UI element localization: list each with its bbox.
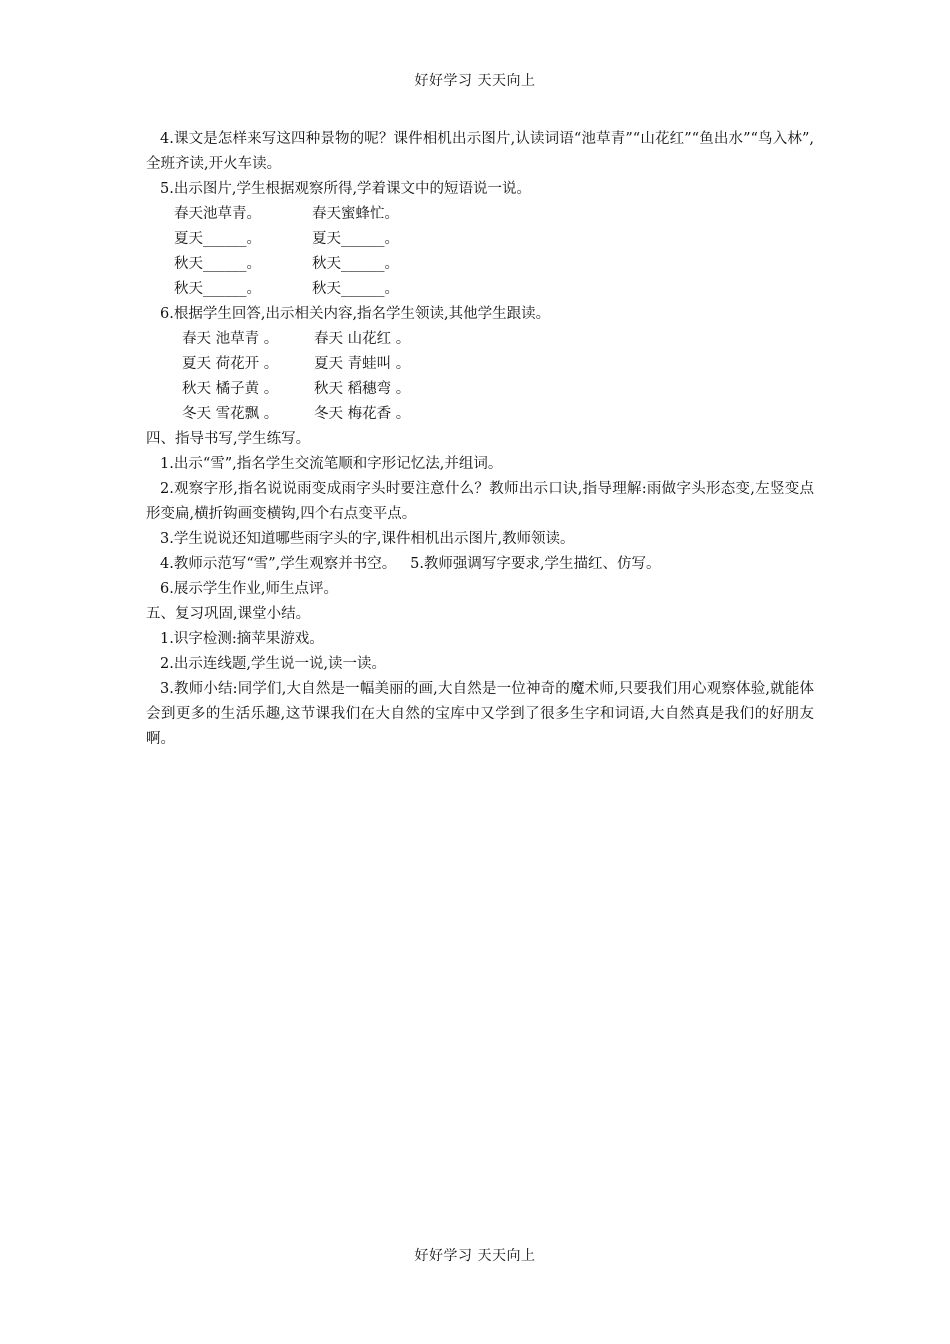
grid-cell: 春天 山花红 。 xyxy=(314,331,411,347)
paragraph: 6.展示学生作业,师生点评。 xyxy=(160,581,338,597)
paragraph: 2.出示连线题,学生说一说,读一读。 xyxy=(160,656,387,672)
fill-blank-grid xyxy=(146,202,814,302)
grid-cell: 秋天______。 xyxy=(312,281,399,297)
paragraph: 1.识字检测:摘苹果游戏。 xyxy=(160,631,324,647)
grid-cell: 秋天______。 xyxy=(174,256,261,272)
paragraph: 3.学生说说还知道哪些雨字头的字,课件相机出示图片,教师领读。 xyxy=(160,531,575,547)
paragraph-6: 6.根据学生回答,出示相关内容,指名学生领读,其他学生跟读。 xyxy=(160,306,551,322)
grid-cell: 夏天______。 xyxy=(312,231,399,247)
page-header: 好好学习 天天向上 xyxy=(414,73,536,89)
document-body xyxy=(146,127,814,752)
paragraph-5: 5.出示图片,学生根据观察所得,学着课文中的短语说一说。 xyxy=(160,181,532,197)
phrase-grid xyxy=(146,327,814,427)
grid-cell: 秋天 橘子黄 。 xyxy=(182,381,279,397)
grid-cell: 春天蜜蜂忙。 xyxy=(312,206,399,222)
section-heading-5: 五、复习巩固,课堂小结。 xyxy=(146,606,311,622)
grid-cell: 夏天 荷花开 。 xyxy=(182,356,279,372)
section-heading-4: 四、指导书写,学生练写。 xyxy=(146,431,311,447)
grid-cell: 秋天______。 xyxy=(312,256,399,272)
grid-cell: 冬天 梅花香 。 xyxy=(314,406,411,422)
grid-cell: 春天池草青。 xyxy=(174,206,261,222)
paragraph: 4.教师示范写“雪”,学生观察并书空。 5.教师强调写字要求,学生描红、仿写。 xyxy=(160,556,661,572)
grid-cell: 夏天 青蛙叫 。 xyxy=(314,356,411,372)
paragraph-summary: 3.教师小结:同学们,大自然是一幅美丽的画,大自然是一位神奇的魔术师,只要我们用心观察体验,就能体会到更多的生活乐趣,这节课我们在大自然的宝库中又学到了很多生字和词语,大自然真是我们的好朋友啊。 xyxy=(146,681,814,747)
paragraph: 1.出示“雪”,指名学生交流笔顺和字形记忆法,并组词。 xyxy=(160,456,503,472)
grid-cell: 夏天______。 xyxy=(174,231,261,247)
grid-cell: 春天 池草青 。 xyxy=(182,331,279,347)
paragraph: 2.观察字形,指名说说雨变成雨字头时要注意什么？教师出示口诀,指导理解:雨做字头形态变,左竖变点形变扁,横折钩画变横钩,四个右点变平点。 xyxy=(146,481,814,522)
grid-cell: 秋天 稻穗弯 。 xyxy=(314,381,411,397)
grid-cell: 冬天 雪花飘 。 xyxy=(182,406,279,422)
page-footer: 好好学习 天天向上 xyxy=(414,1248,536,1264)
grid-cell: 秋天______。 xyxy=(174,281,261,297)
paragraph-4: 4.课文是怎样来写这四种景物的呢？课件相机出示图片,认读词语“池草青”“山花红”“鱼出水”“鸟入林”,全班齐读,开火车读。 xyxy=(146,131,814,172)
